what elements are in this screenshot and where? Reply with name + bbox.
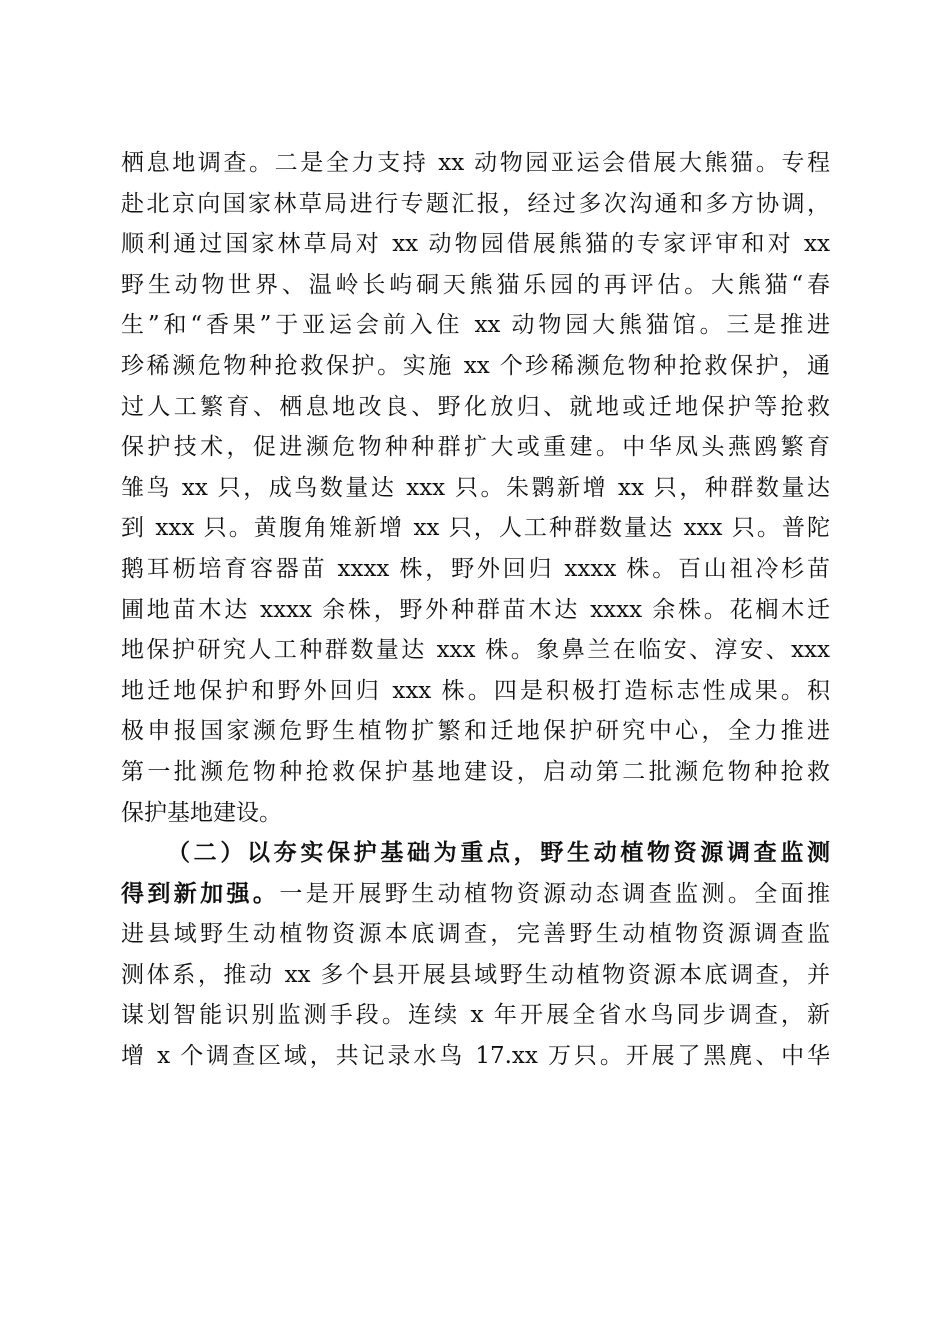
paragraph-line: 生”和“香果”于亚运会前入住 xx 动物园大熊猫馆。三是推进 (121, 312, 830, 339)
paragraph-line-text: 一是开展野生动植物资源动态调查监测。全面推 (279, 880, 831, 907)
paragraph-line: 赴北京向国家林草局进行专题汇报，经过多次沟通和多方协调， (121, 190, 830, 217)
paragraph-line: 测体系，推动 xx 多个县开展县域野生动植物资源本底调查，并 (121, 961, 830, 988)
section-heading-end: 得到新加强。 (121, 879, 280, 907)
paragraph-line: 到 xxx 只。黄腹角雉新增 xx 只，人工种群数量达 xxx 只。普陀 (121, 515, 830, 542)
paragraph-line: 野生动物世界、温岭长屿硐天熊猫乐园的再评估。大熊猫“春 (121, 271, 830, 298)
paragraph-line: 保护技术，促进濒危物种种群扩大或重建。中华凤头燕鸥繁育 (121, 434, 830, 461)
section-heading: （二）以夯实保护基础为重点，野生动植物资源调查监测 (167, 839, 830, 867)
paragraph-line: 过人工繁育、栖息地改良、野化放归、就地或迁地保护等抢救 (121, 393, 830, 420)
paragraph-line: 顺利通过国家林草局对 xx 动物园借展熊猫的专家评审和对 xx (121, 231, 830, 258)
paragraph-line: 谋划智能识别监测手段。连续 x 年开展全省水鸟同步调查，新 (121, 1002, 830, 1029)
paragraph-line: 增 x 个调查区域，共记录水鸟 17.xx 万只。开展了黑麂、中华 (121, 1043, 830, 1070)
paragraph-line: 栖息地调查。二是全力支持 xx 动物园亚运会借展大熊猫。专程 (121, 150, 830, 176)
paragraph-line: 珍稀濒危物种抢救保护。实施 xx 个珍稀濒危物种抢救保护，通 (121, 352, 830, 379)
paragraph-line: 地迁地保护和野外回归 xxx 株。四是积极打造标志性成果。积 (121, 677, 830, 704)
paragraph-line: 进县域野生动植物资源本底调查，完善野生动植物资源调查监 (121, 921, 830, 948)
paragraph-line-last: 保护基地建设。 (121, 799, 282, 826)
paragraph-line: 第一批濒危物种抢救保护基地建设，启动第二批濒危物种抢救 (121, 758, 830, 785)
paragraph-line: 极申报国家濒危野生植物扩繁和迁地保护研究中心，全力推进 (121, 718, 830, 745)
paragraph-line: 圃地苗木达 xxxx 余株，野外种群苗木达 xxxx 余株。花榈木迁 (121, 596, 830, 623)
paragraph-line: 雏鸟 xx 只，成鸟数量达 xxx 只。朱鹮新增 xx 只，种群数量达 (121, 474, 830, 501)
paragraph-line: 鹅耳枥培育容器苗 xxxx 株，野外回归 xxxx 株。百山祖冷杉苗 (121, 555, 830, 582)
paragraph-line: 地保护研究人工种群数量达 xxx 株。象鼻兰在临安、淳安、xxx (121, 637, 830, 664)
body-text (121, 143, 830, 1077)
paragraph-line (121, 874, 830, 915)
